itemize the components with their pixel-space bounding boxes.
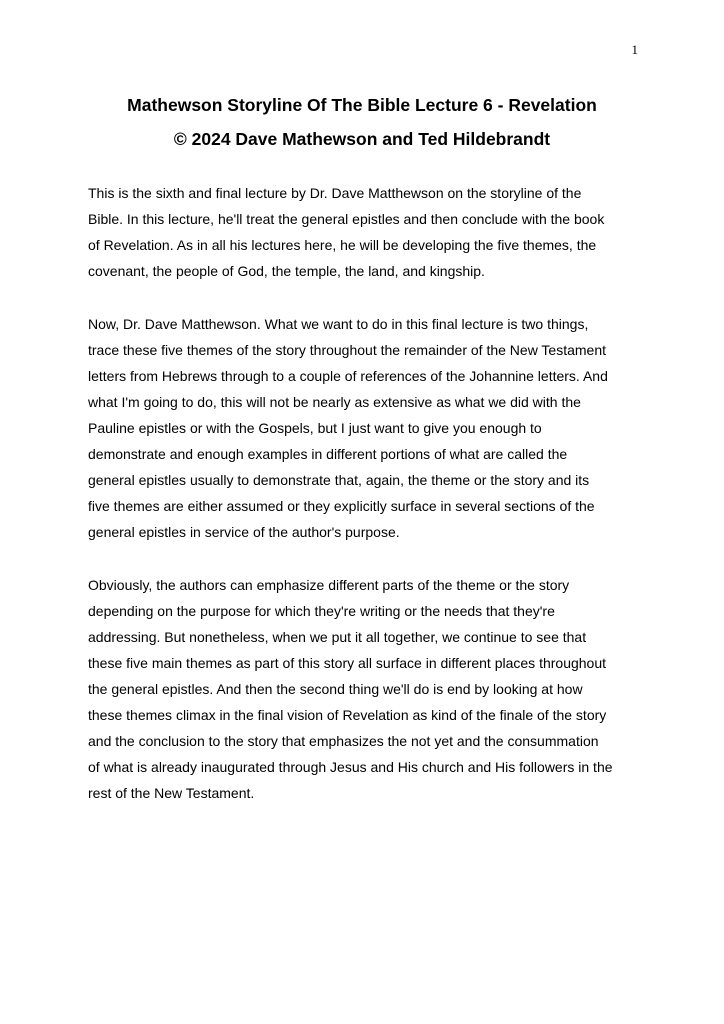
copyright-line: © 2024 Dave Mathewson and Ted Hildebrandt xyxy=(173,129,551,149)
text-line: This is the sixth and final lecture by Dr. Dave Matthewson on the storyline of the xyxy=(88,185,582,201)
text-line: and the conclusion to the story that emphasizes the not yet and the consummation xyxy=(88,733,599,749)
text-line: general epistles in service of the author's purpose. xyxy=(88,524,400,540)
text-line: of what is already inaugurated through Jesus and His church and His followers in the xyxy=(88,759,613,775)
text-line: these five main themes as part of this story all surface in different places throughout xyxy=(88,655,607,671)
paragraph-3 xyxy=(88,572,644,806)
paragraph-1 xyxy=(88,180,644,284)
text-line: Bible. In this lecture, he'll treat the general epistles and then conclude with the book xyxy=(88,211,605,227)
text-line: of Revelation. As in all his lectures here, he will be developing the five themes, the xyxy=(88,237,597,253)
text-line: the general epistles. And then the second thing we'll do is end by looking at how xyxy=(88,681,583,697)
page-number: 1 xyxy=(631,42,638,57)
text-line: trace these five themes of the story throughout the remainder of the New Testament xyxy=(88,342,607,358)
text-line: letters from Hebrews through to a couple of references of the Johannine letters. And xyxy=(88,368,608,384)
text-line: addressing. But nonetheless, when we put it all together, we continue to see that xyxy=(88,629,587,645)
text-line: Now, Dr. Dave Matthewson. What we want to do in this final lecture is two things, xyxy=(88,316,589,332)
text-line: covenant, the people of God, the temple, the land, and kingship. xyxy=(88,263,485,279)
document-header xyxy=(0,88,724,156)
text-line: demonstrate and enough examples in different portions of what are called the xyxy=(88,446,568,462)
text-line: what I'm going to do, this will not be nearly as extensive as what we did with the xyxy=(88,394,581,410)
text-line: depending on the purpose for which they're writing or the needs that they're xyxy=(88,603,555,619)
text-line: rest of the New Testament. xyxy=(88,785,255,801)
text-line: general epistles usually to demonstrate that, again, the theme or the story and its xyxy=(88,472,590,488)
text-line: Pauline epistles or with the Gospels, but I just want to give you enough to xyxy=(88,420,542,436)
text-line: Obviously, the authors can emphasize different parts of the theme or the story xyxy=(88,577,570,593)
text-line: five themes are either assumed or they explicitly surface in several sections of the xyxy=(88,498,595,514)
document-body xyxy=(88,180,644,806)
paragraph-2 xyxy=(88,311,644,545)
document-title: Mathewson Storyline Of The Bible Lecture 6 - Revelation xyxy=(127,95,597,115)
text-line: these themes climax in the final vision of Revelation as kind of the finale of the story xyxy=(88,707,607,723)
